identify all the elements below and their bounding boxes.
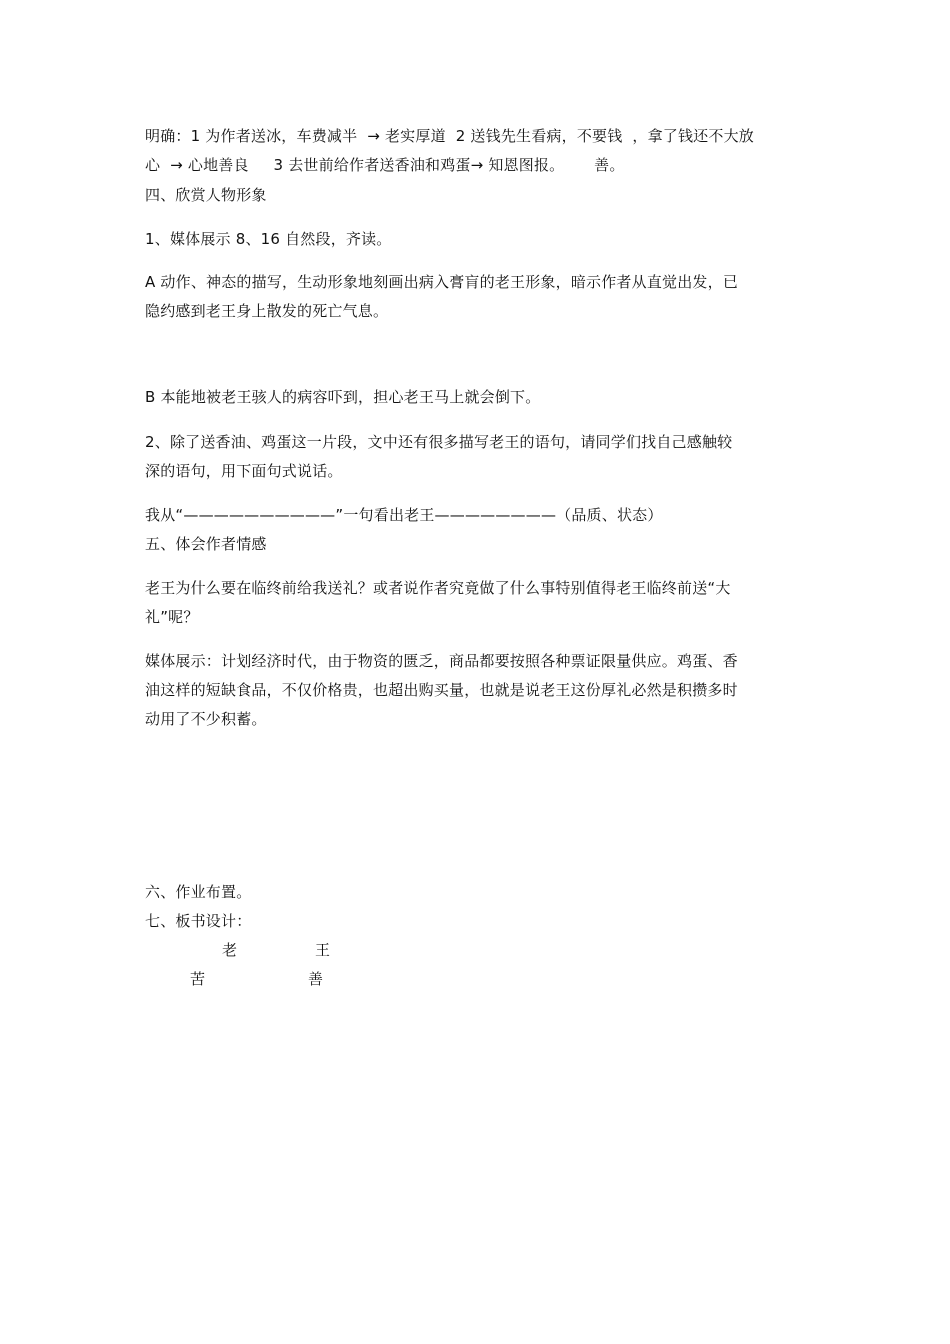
section-heading-7: 七、板书设计：	[145, 912, 252, 930]
text-line-media-2a: 媒体展示：计划经济时代，由于物资的匮乏，商品都要按照各种票证限量供应。鸡蛋、香	[145, 652, 738, 670]
board-left-item: 苦	[190, 970, 206, 988]
text-line-q2-2: 深的语句，用下面句式说话。	[145, 462, 343, 480]
text-line-b: B 本能地被老王骇人的病容吓到，担心老王马上就会倒下。	[145, 388, 541, 406]
text-line-a1: A 动作、神态的描写，生动形象地刻画出病入膏肓的老王形象，暗示作者从直觉出发，已	[145, 273, 739, 291]
text-line-media-1: 1、媒体展示 8、16 自然段，齐读。	[145, 230, 392, 248]
board-right-item: 善	[308, 970, 324, 988]
text-line-1: 明确：1 为作者送冰，车费减半 → 老实厚道 2 送钱先生看病，不要钱 ，拿了钱还不大放	[145, 127, 754, 145]
section-heading-6: 六、作业布置。	[145, 883, 252, 901]
text-line-q-2: 礼”呢？	[145, 608, 199, 626]
board-title-left: 老	[222, 941, 238, 959]
section-heading-4: 四、欣赏人物形象	[145, 186, 267, 204]
section-heading-5: 五、体会作者情感	[145, 535, 267, 553]
sentence-pattern: 我从“——————————”一句看出老王————————（品质、状态）	[145, 506, 663, 524]
text-line-media-2b: 油这样的短缺食品，不仅价格贵，也超出购买量，也就是说老王这份厚礼必然是积攒多时	[145, 681, 738, 699]
board-title-right: 王	[315, 941, 331, 959]
text-line-q2-1: 2、除了送香油、鸡蛋这一片段，文中还有很多描写老王的语句，请同学们找自己感触较	[145, 433, 733, 451]
text-line-media-2c: 动用了不少积蓄。	[145, 710, 267, 728]
text-line-q-1: 老王为什么要在临终前给我送礼？或者说作者究竟做了什么事特别值得老王临终前送“大	[145, 579, 731, 597]
text-line-2: 心 → 心地善良 3 去世前给作者送香油和鸡蛋→ 知恩图报。 善。	[145, 156, 625, 174]
text-line-a2: 隐约感到老王身上散发的死亡气息。	[145, 302, 389, 320]
